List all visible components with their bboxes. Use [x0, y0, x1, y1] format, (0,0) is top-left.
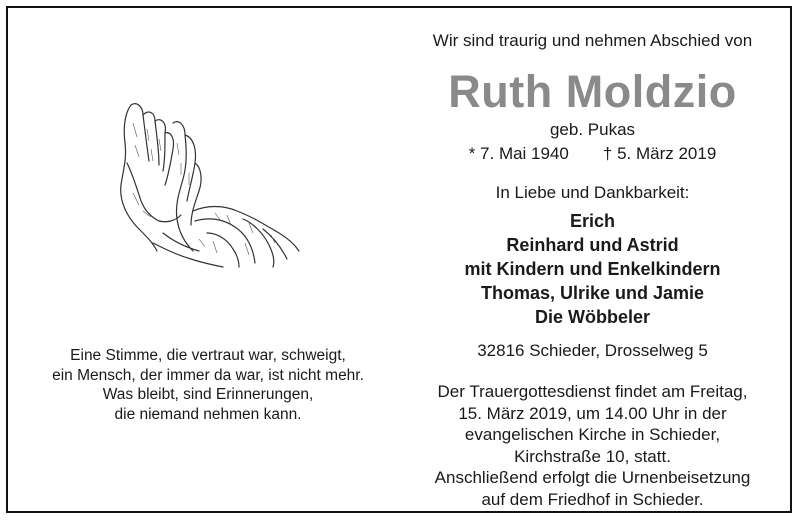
service-line: Anschließend erfolgt die Urnenbeisetzung: [434, 468, 751, 487]
family-line: mit Kindern und Enkelkindern: [464, 259, 721, 279]
intro-text: Wir sind traurig und nehmen Abschied von: [432, 31, 753, 50]
family-line: Erich: [569, 211, 616, 231]
life-dates: [393, 144, 792, 164]
left-column: [8, 8, 408, 511]
family-line: Reinhard und Astrid: [506, 235, 679, 255]
death-date: † 5. März 2019: [602, 144, 717, 163]
poem-line: Eine Stimme, die vertraut war, schweigt,: [70, 347, 346, 364]
family-line: Die Wöbbeler: [534, 307, 650, 327]
right-column: [393, 8, 792, 511]
praying-hands-icon: [103, 93, 303, 268]
poem: [8, 346, 408, 424]
service-line: evangelischen Kirche in Schieder,: [464, 425, 721, 444]
address: 32816 Schieder, Drosselweg 5: [477, 341, 708, 360]
service-line: Der Trauergottesdienst findet am Freitag,: [437, 382, 748, 401]
birth-date: * 7. Mai 1940: [468, 144, 569, 163]
poem-line: Was bleibt, sind Erinnerungen,: [102, 386, 314, 403]
service-line: Kirchstraße 10, statt.: [514, 446, 671, 466]
family-list: [393, 209, 792, 329]
thanks-line: In Liebe und Dankbarkeit:: [495, 183, 690, 202]
poem-line: ein Mensch, der immer da war, ist nicht mehr.: [52, 366, 364, 384]
service-line: auf dem Friedhof in Schieder.: [481, 489, 704, 509]
poem-line: die niemand nehmen kann.: [114, 405, 302, 423]
birth-name: geb. Pukas: [549, 120, 636, 139]
family-line: Thomas, Ulrike und Jamie: [480, 283, 705, 303]
obituary-notice: [6, 6, 792, 513]
service-line: 15. März 2019, um 14.00 Uhr in der: [458, 403, 727, 423]
service-info: [393, 381, 792, 510]
deceased-name: Ruth Moldzio: [448, 66, 737, 117]
